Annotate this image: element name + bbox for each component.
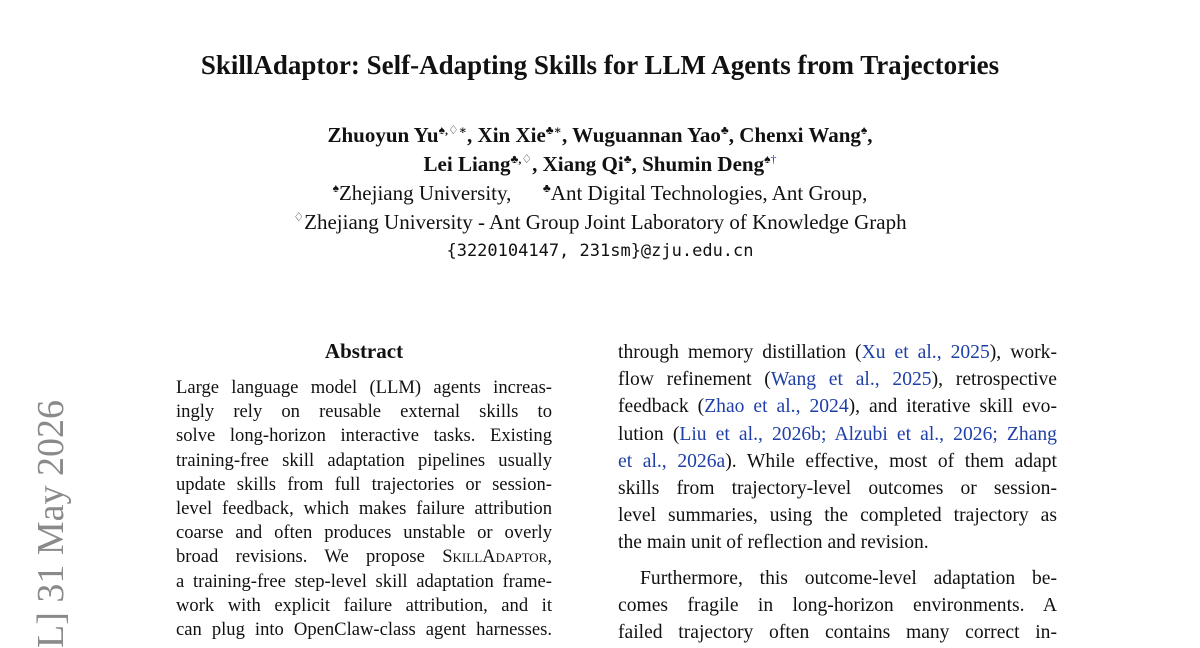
affiliation-mark: ♣	[542, 181, 551, 195]
citation-link[interactable]: Zhao et al., 2024	[704, 396, 849, 418]
author-affiliation-mark: ♣∗	[545, 123, 562, 137]
body-line: feedback (Zhao et al., 2024), and iterative skill evo-	[618, 396, 1057, 418]
body-line: failed trajectory often contains many correct in-	[618, 621, 1057, 643]
affiliation-line-1	[0, 180, 1200, 206]
author-affiliation-mark: ♠	[860, 123, 868, 137]
author-list-line-1: Zhuoyun Yu♠,♢∗, Xin Xie♣∗, Wuguannan Yao♣, Chenxi Wang♠,	[327, 123, 873, 147]
author-name: Xin Xie	[477, 123, 546, 147]
body-line: skills from trajectory-level outcomes or session-	[618, 477, 1057, 499]
body-line: the main unit of reflection and revision.	[618, 532, 929, 554]
author-affiliation-mark: ♠	[764, 152, 771, 166]
abstract-line: training-free skill adaptation pipelines usually	[176, 449, 552, 471]
abstract-line: coarse and often produces unstable or overly	[176, 522, 552, 544]
arxiv-side-stamp: L] 31 May 2026	[30, 399, 72, 648]
affiliation-joint-lab: Zhejiang University - Ant Group Joint Laboratory of Knowledge Graph	[304, 210, 907, 234]
abstract-line: Large language model (LLM) agents increas-	[176, 377, 552, 398]
author-name: Chenxi Wang	[739, 123, 861, 147]
body-line: level summaries, using the completed trajectory as	[618, 505, 1057, 527]
abstract-line: solve long-horizon interactive tasks. Existing	[176, 425, 552, 447]
affiliation-mark: ♠	[332, 181, 339, 195]
abstract-line: can plug into OpenClaw-class agent harnesses.	[176, 618, 552, 640]
abstract-line: broad revisions. We propose SkillAdaptor,	[176, 546, 552, 568]
paper-title: SkillAdaptor: Self-Adapting Skills for LLM Agents from Trajectories	[200, 50, 1000, 80]
author-email: {3220104147, 231sm}@zju.edu.cn	[446, 241, 754, 261]
abstract-body	[176, 376, 552, 642]
body-line: Furthermore, this outcome-level adaptation be-	[640, 567, 1057, 589]
corresponding-author-dagger: †	[770, 152, 777, 166]
author-name: Shumin Deng	[642, 152, 765, 176]
abstract-line: level feedback, which makes failure attribution	[176, 497, 552, 519]
author-list-line-2: Lei Liang♣,♢, Xiang Qi♣, Shumin Deng♠†	[423, 152, 777, 176]
body-line: comes fragile in long-horizon environments. A	[618, 594, 1057, 616]
body-line: lution (Liu et al., 2026b; Alzubi et al., 2026; Zhang	[618, 423, 1057, 445]
author-affiliation-mark: ♣	[720, 123, 729, 137]
author-name: Lei Liang	[423, 152, 511, 176]
citation-link[interactable]: Wang et al., 2025	[770, 369, 932, 391]
body-line: flow refinement (Wang et al., 2025), retrospective	[618, 369, 1057, 391]
body-line: et al., 2026a). While effective, most of them adapt	[618, 450, 1058, 472]
method-name: SkillAdaptor,	[442, 546, 552, 568]
author-name: Zhuoyun Yu	[327, 123, 439, 147]
abstract-heading: Abstract	[324, 339, 404, 363]
author-affiliation-mark: ♠,♢∗	[438, 123, 468, 137]
citation-link[interactable]: et al., 2026a	[618, 450, 726, 472]
abstract-line: a training-free step-level skill adaptation frame-	[176, 570, 552, 592]
affiliation-ant: Ant Digital Technologies, Ant Group,	[550, 181, 868, 205]
author-name: Wuguannan Yao	[572, 123, 721, 147]
abstract-line: work with explicit failure attribution, and it	[176, 594, 552, 616]
author-affiliation-mark: ♣,♢	[510, 152, 533, 166]
body-line: through memory distillation (Xu et al., 2025), work-	[618, 342, 1057, 363]
citation-link[interactable]: Xu et al., 2025	[861, 342, 990, 363]
abstract-line: update skills from full trajectories or session-	[176, 473, 552, 495]
affiliation-zju: Zhejiang University,	[338, 181, 512, 205]
intro-body	[618, 339, 1057, 646]
affiliation-line-2	[0, 209, 1200, 235]
abstract-line: ingly rely on reusable external skills to	[176, 401, 552, 423]
author-name: Xiang Qi	[542, 152, 624, 176]
author-affiliation-mark: ♣	[623, 152, 632, 166]
citation-link[interactable]: Liu et al., 2026b; Alzubi et al., 2026; Zhang	[679, 423, 1057, 445]
affiliation-mark: ♢	[293, 210, 305, 224]
